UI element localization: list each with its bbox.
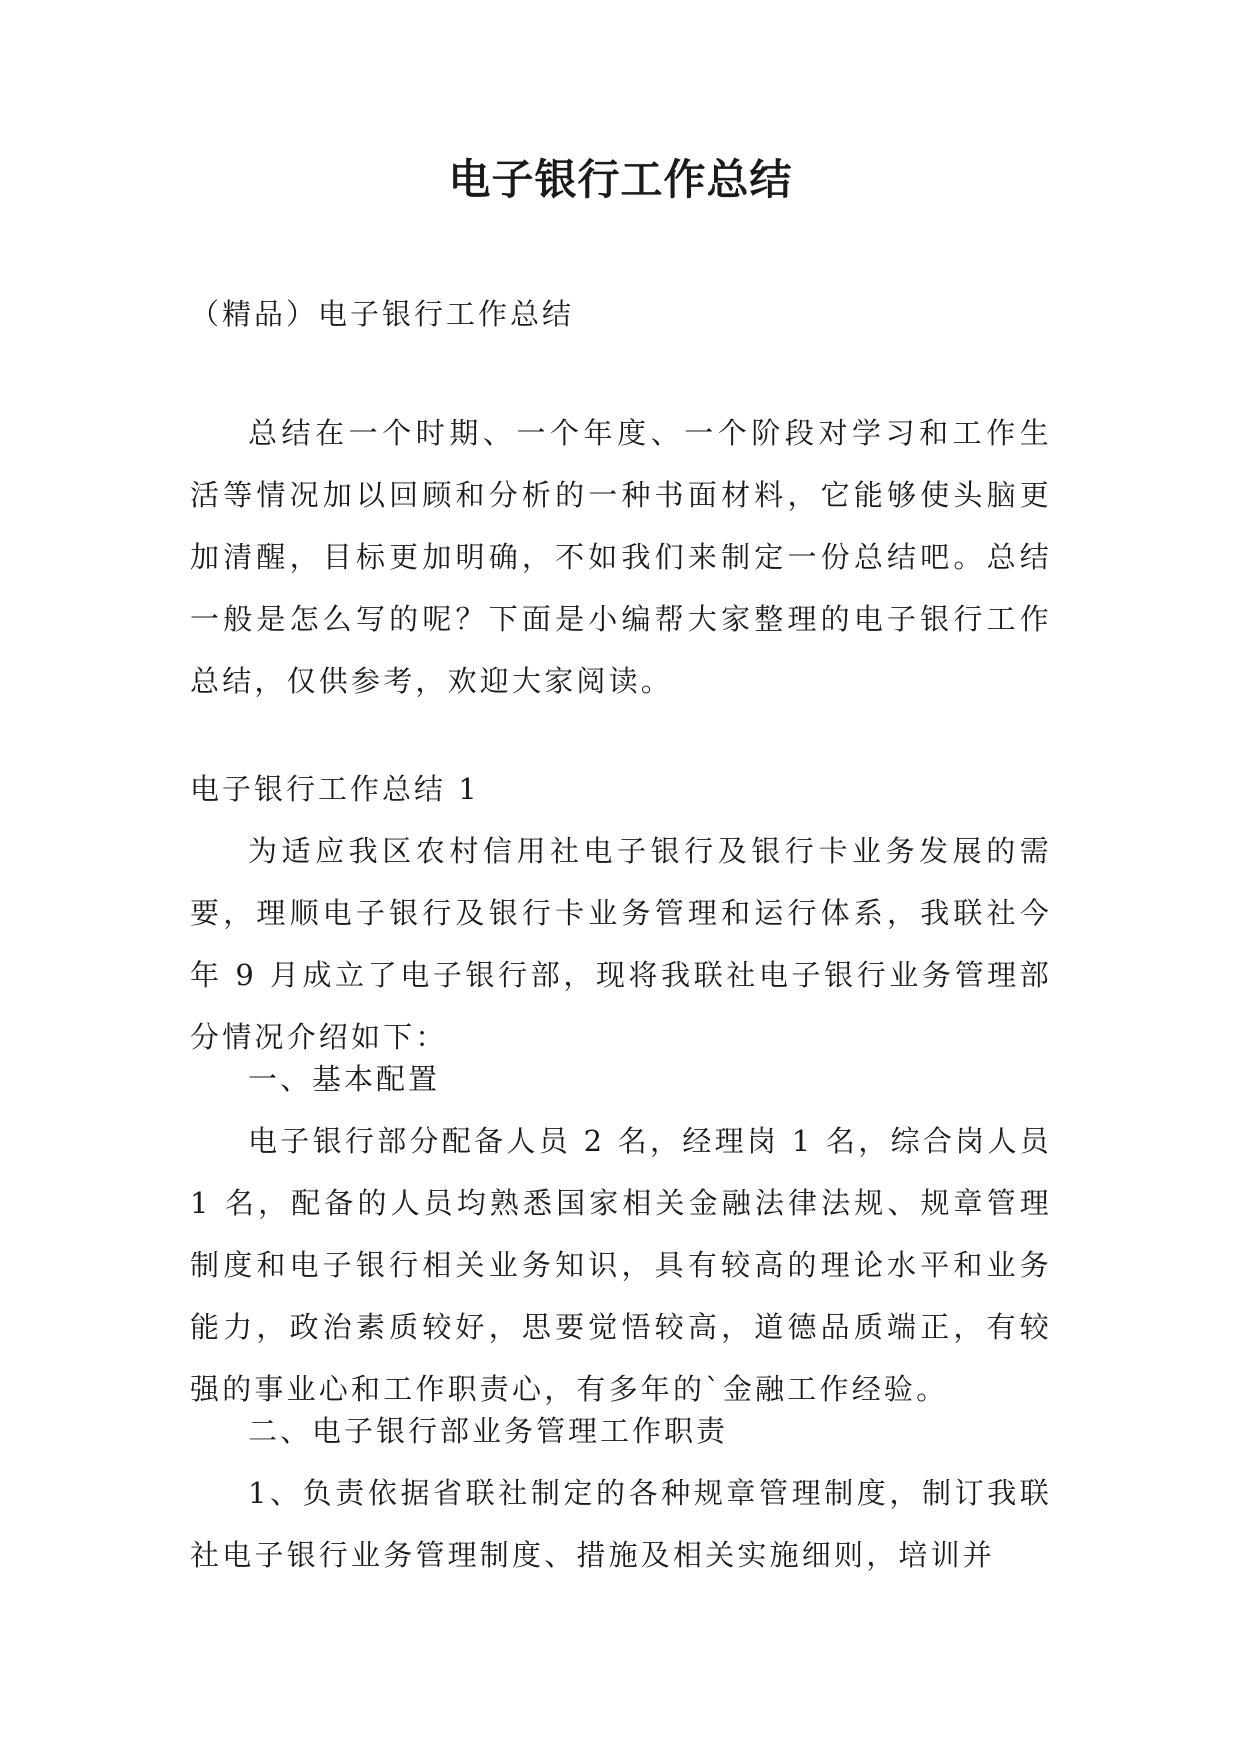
heading-basic-configuration: 一、基本配置 (248, 1062, 441, 1096)
intro-paragraph: 总结在一个时期、一个年度、一个阶段对学习和工作生活等情况加以回顾和分析的一种书面材料，它能够使头脑更加清醒，目标更加明确，不如我们来制定一份总结吧。总结一般是怎么写的呢？下面是小编帮大家整理的电子银行工作总结，仅供参考，欢迎大家阅读。 (190, 416, 1052, 698)
section-title: 电子银行工作总结 1 (190, 772, 480, 806)
body-paragraph-3: 1、负责依据省联社制定的各种规章管理制度，制订我联社电子银行业务管理制度、措施及相关实施细则，培训并 (190, 1476, 1052, 1572)
body-paragraph-1: 为适应我区农村信用社电子银行及银行卡业务发展的需要，理顺电子银行及银行卡业务管理和运行体系，我联社今年 9 月成立了电子银行部，现将我联社电子银行业务管理部分情况介绍如下： (190, 834, 1052, 1054)
document-subtitle: （精品）电子银行工作总结 (190, 297, 575, 331)
body-paragraph-2: 电子银行部分配备人员 2 名，经理岗 1 名，综合岗人员 1 名，配备的人员均熟悉国家相关金融法律法规、规章管理制度和电子银行相关业务知识，具有较高的理论水平和业务能力，政治素质较好，思要觉悟较高，道德品质端正，有较强的事业心和工作职责心，有多年的`金融工作经验。 (190, 1124, 1052, 1406)
heading-duties: 二、电子银行部业务管理工作职责 (248, 1414, 729, 1448)
document-title: 电子银行工作总结 (448, 155, 793, 204)
